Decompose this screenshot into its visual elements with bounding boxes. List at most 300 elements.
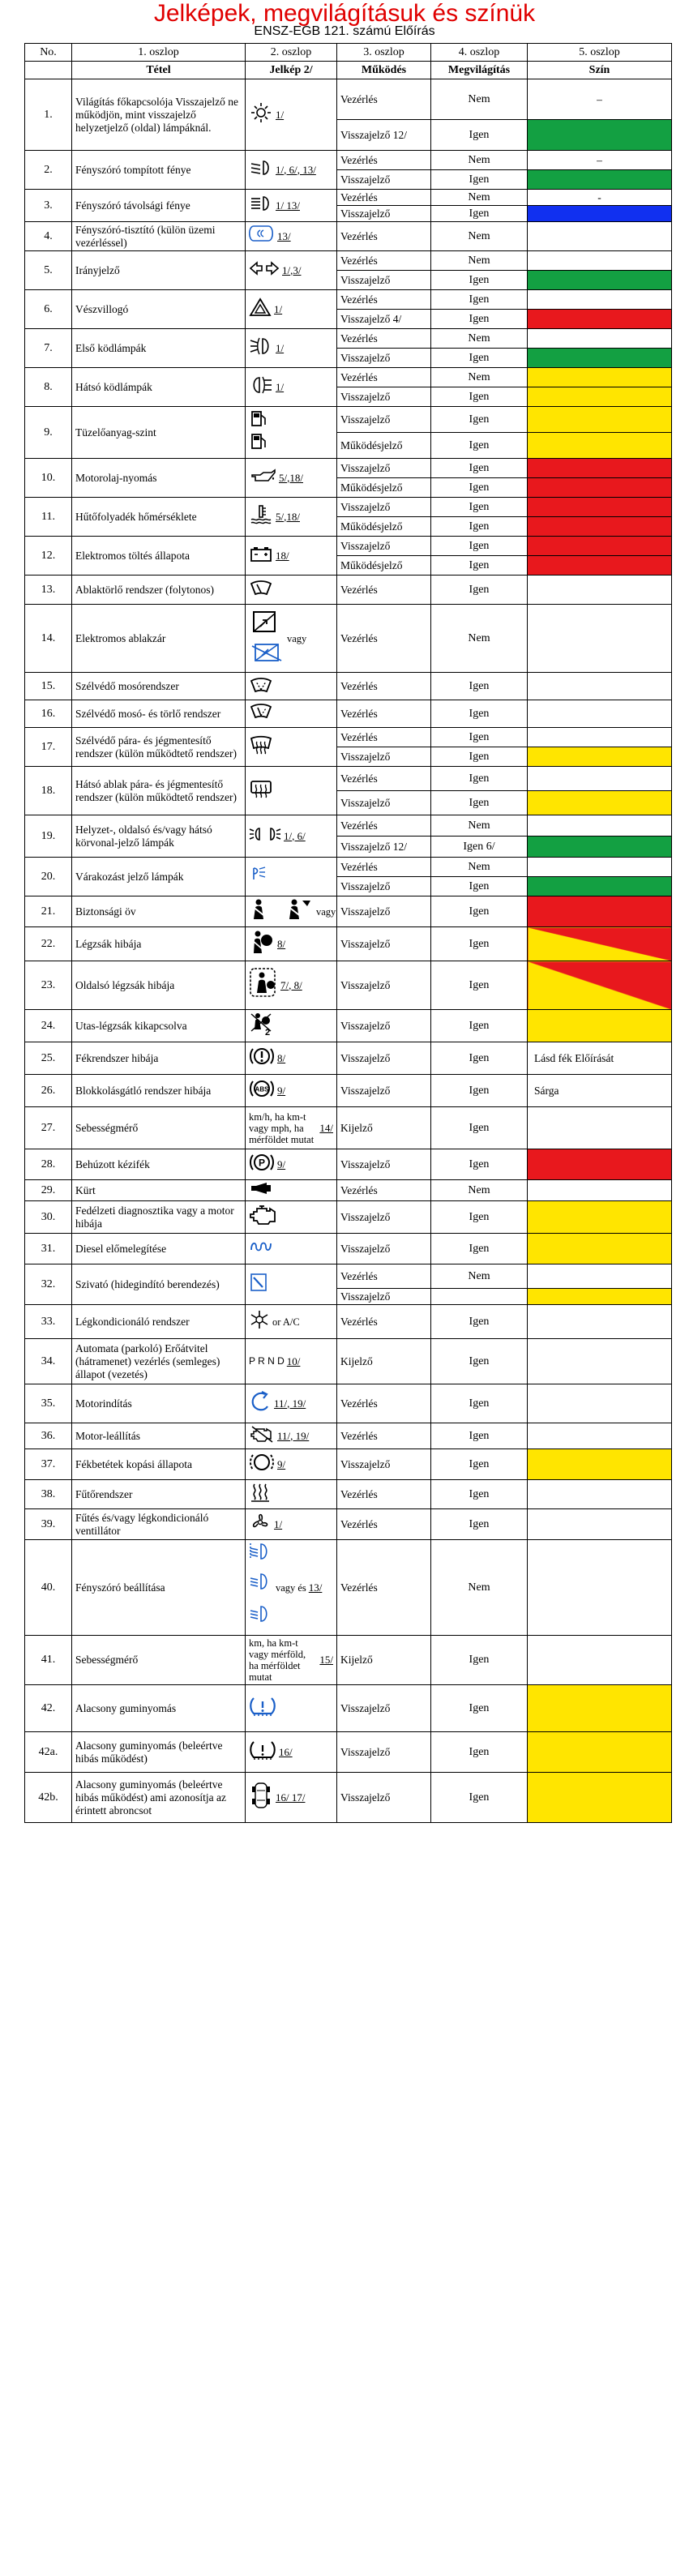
colour-text bbox=[528, 540, 541, 552]
row-number: 18. bbox=[25, 767, 72, 815]
illumination-cell: Igen bbox=[431, 498, 528, 517]
symbol-cell bbox=[246, 1075, 337, 1107]
table-row bbox=[25, 673, 672, 700]
illumination-cell: Igen bbox=[431, 1636, 528, 1685]
colour-text bbox=[528, 255, 541, 267]
parking-brake-icon bbox=[249, 1151, 275, 1178]
colour-text bbox=[528, 501, 541, 513]
symbol-content bbox=[249, 504, 333, 529]
colour-text bbox=[528, 841, 541, 853]
colour-text bbox=[528, 1184, 541, 1196]
washer-wiper-icon bbox=[249, 702, 273, 725]
item-name: Biztonsági öv bbox=[72, 896, 246, 927]
symbol-content bbox=[249, 1451, 333, 1478]
function-cell: Vezérlés bbox=[337, 222, 431, 251]
symbol-cell bbox=[246, 1305, 337, 1339]
item-name: Első ködlámpák bbox=[72, 329, 246, 368]
item-name: Szélvédő mosó- és törlő rendszer bbox=[72, 700, 246, 728]
symbol-text: vagy bbox=[287, 632, 307, 644]
symbol-text: km, ha km-t vagy mérföld, ha mérföldet mutat bbox=[249, 1637, 306, 1683]
symbol-content bbox=[249, 1111, 333, 1145]
symbol-cell bbox=[246, 815, 337, 858]
item-name: Irányjelző bbox=[72, 251, 246, 290]
row-number: 42a. bbox=[25, 1732, 72, 1773]
illumination-cell: Igen bbox=[431, 1339, 528, 1384]
colour-text bbox=[528, 293, 541, 306]
table-row bbox=[25, 1010, 672, 1042]
illumination-cell: Nem bbox=[431, 368, 528, 387]
illumination-cell: Igen bbox=[431, 673, 528, 700]
header-col1: 1. oszlop bbox=[72, 44, 246, 62]
table-row bbox=[25, 1075, 672, 1107]
item-name: Hátsó ablak pára- és jégmentesítő rendszer (külön működtető rendszer) bbox=[72, 767, 246, 815]
symbol-content bbox=[249, 825, 333, 847]
colour-cell bbox=[528, 329, 672, 349]
function-cell: Vezérlés bbox=[337, 251, 431, 271]
colour-cell bbox=[528, 206, 672, 222]
illumination-cell: Igen bbox=[431, 1384, 528, 1423]
item-name: Utas-légzsák kikapcsolva bbox=[72, 1010, 246, 1042]
symbol-cell bbox=[246, 961, 337, 1010]
symbol-cell bbox=[246, 1384, 337, 1423]
footnote-ref: 1/ bbox=[276, 341, 285, 354]
symbol-cell bbox=[246, 1180, 337, 1201]
illumination-cell: Igen bbox=[431, 896, 528, 927]
item-name: Fényszóró távolsági fénye bbox=[72, 190, 246, 222]
side-airbag-icon bbox=[249, 967, 278, 1003]
illumination-cell: Igen bbox=[431, 387, 528, 407]
colour-cell bbox=[528, 791, 672, 815]
illumination-cell: Igen bbox=[431, 478, 528, 498]
symbol-cell bbox=[246, 190, 337, 222]
colour-text bbox=[528, 819, 541, 832]
table-row bbox=[25, 290, 672, 310]
colour-text bbox=[528, 1488, 541, 1500]
symbol-cell bbox=[246, 1201, 337, 1234]
item-name: Alacsony guminyomás (beleértve hibás működést) bbox=[72, 1732, 246, 1773]
table-row bbox=[25, 1636, 672, 1685]
row-number: 28. bbox=[25, 1149, 72, 1180]
colour-cell bbox=[528, 1636, 672, 1685]
symbol-cell bbox=[246, 927, 337, 961]
colour-cell bbox=[528, 700, 672, 728]
symbol-cell bbox=[246, 576, 337, 605]
function-cell: Kijelző bbox=[337, 1339, 431, 1384]
symbol-content bbox=[249, 336, 333, 360]
illumination-cell: Nem bbox=[431, 190, 528, 206]
colour-cell bbox=[528, 747, 672, 767]
colour-text bbox=[528, 1581, 541, 1594]
table-row bbox=[25, 537, 672, 556]
illumination-cell: Igen bbox=[431, 1449, 528, 1480]
item-name: Kürt bbox=[72, 1180, 246, 1201]
illumination-cell: Igen bbox=[431, 1509, 528, 1540]
symbol-cell bbox=[246, 767, 337, 815]
glow-plug-icon bbox=[249, 1240, 273, 1257]
illumination-cell: Igen bbox=[431, 1773, 528, 1823]
symbol-cell bbox=[246, 222, 337, 251]
power-window-lock-icon bbox=[249, 610, 285, 666]
colour-cell bbox=[528, 271, 672, 290]
symbol-content bbox=[249, 1542, 333, 1633]
footnote-ref: 10/ bbox=[286, 1354, 301, 1367]
function-cell: Visszajelző bbox=[337, 1685, 431, 1732]
item-name: Blokkolásgátló rendszer hibája bbox=[72, 1075, 246, 1107]
table-row bbox=[25, 1540, 672, 1636]
function-cell: Visszajelző bbox=[337, 498, 431, 517]
colour-cell bbox=[528, 1264, 672, 1289]
colour-text bbox=[528, 1397, 541, 1410]
illumination-cell: Igen bbox=[431, 349, 528, 368]
turn-signal-icon bbox=[249, 260, 280, 280]
table-row bbox=[25, 251, 672, 271]
table-row bbox=[25, 1732, 672, 1773]
row-number: 34. bbox=[25, 1339, 72, 1384]
colour-text bbox=[528, 129, 541, 141]
row-number: 24. bbox=[25, 1010, 72, 1042]
colour-cell bbox=[528, 1180, 672, 1201]
item-name: Diesel előmelegítése bbox=[72, 1234, 246, 1264]
item-name: Helyzet-, oldalsó és/vagy hátsó körvonal-jelző lámpák bbox=[72, 815, 246, 858]
symbol-content bbox=[249, 1511, 333, 1538]
svg-text:2: 2 bbox=[265, 1028, 271, 1036]
table-row bbox=[25, 1264, 672, 1289]
illumination-cell: Igen bbox=[431, 1234, 528, 1264]
item-name: Légzsák hibája bbox=[72, 927, 246, 961]
colour-text bbox=[528, 861, 541, 873]
colour-cell bbox=[528, 290, 672, 310]
colour-cell bbox=[528, 1201, 672, 1234]
function-cell: Visszajelző bbox=[337, 927, 431, 961]
colour-text bbox=[528, 1654, 541, 1666]
table-row bbox=[25, 858, 672, 877]
symbol-content bbox=[249, 898, 336, 925]
colour-cell bbox=[528, 1107, 672, 1149]
colour-cell bbox=[528, 815, 672, 837]
function-cell: Visszajelző 12/ bbox=[337, 120, 431, 151]
colour-cell bbox=[528, 896, 672, 927]
colour-text bbox=[528, 413, 541, 426]
illumination-cell: Igen bbox=[431, 747, 528, 767]
illumination-cell: Igen bbox=[431, 728, 528, 747]
table-row bbox=[25, 1201, 672, 1234]
symbol-cell bbox=[246, 1540, 337, 1636]
symbol-cell bbox=[246, 700, 337, 728]
symbol-content bbox=[249, 929, 333, 959]
symbol-content bbox=[249, 1151, 333, 1178]
row-number: 32. bbox=[25, 1264, 72, 1305]
symbol-cell bbox=[246, 1042, 337, 1075]
symbol-content bbox=[249, 1695, 333, 1722]
colour-text bbox=[528, 520, 541, 533]
table-row bbox=[25, 700, 672, 728]
colour-text bbox=[528, 1211, 541, 1223]
colour-text bbox=[528, 938, 541, 950]
horn-icon bbox=[249, 1182, 273, 1199]
function-cell: Vezérlés bbox=[337, 700, 431, 728]
brake-lining-wear-icon bbox=[249, 1451, 275, 1478]
symbol-content bbox=[249, 409, 333, 456]
table-row bbox=[25, 151, 672, 170]
header-item: Tétel bbox=[72, 62, 246, 79]
illumination-cell: Nem bbox=[431, 151, 528, 170]
symbol-cell bbox=[246, 728, 337, 767]
illumination-cell: Nem bbox=[431, 222, 528, 251]
colour-cell bbox=[528, 120, 672, 151]
colour-cell bbox=[528, 1773, 672, 1823]
symbol-cell bbox=[246, 1149, 337, 1180]
item-name: Automata (parkoló) Erőátvitel (hátramenet) vezérlés (semleges) állapot (vezetés) bbox=[72, 1339, 246, 1384]
row-number: 20. bbox=[25, 858, 72, 896]
table-row bbox=[25, 1305, 672, 1339]
colour-text bbox=[528, 1355, 541, 1367]
function-cell: Vezérlés bbox=[337, 1423, 431, 1449]
footnote-ref: 7/, 8/ bbox=[280, 978, 302, 991]
colour-text bbox=[528, 332, 541, 344]
header-blank bbox=[25, 62, 72, 79]
table-row bbox=[25, 498, 672, 517]
illumination-cell: Igen bbox=[431, 927, 528, 961]
item-name: Hátsó ködlámpák bbox=[72, 368, 246, 407]
row-number: 13. bbox=[25, 576, 72, 605]
table-row bbox=[25, 329, 672, 349]
front-fog-lamp-icon bbox=[249, 336, 273, 360]
tyre-pressure-malfunction-icon bbox=[249, 1739, 276, 1765]
item-name: Oldalsó légzsák hibája bbox=[72, 961, 246, 1010]
footnote-ref: 1/, 6/ bbox=[284, 829, 306, 842]
illumination-cell: Igen bbox=[431, 1480, 528, 1509]
windscreen-wiper-icon bbox=[249, 579, 273, 601]
row-number: 31. bbox=[25, 1234, 72, 1264]
function-cell: Visszajelző bbox=[337, 896, 431, 927]
colour-text bbox=[528, 230, 541, 242]
colour-cell bbox=[528, 151, 672, 170]
colour-text bbox=[528, 274, 541, 286]
illumination-cell: Igen bbox=[431, 206, 528, 222]
item-name: Fedélzeti diagnosztika vagy a motor hibája bbox=[72, 1201, 246, 1234]
table-row bbox=[25, 927, 672, 961]
colour-cell bbox=[528, 927, 672, 961]
symbol-content bbox=[249, 1739, 333, 1765]
colour-text bbox=[528, 584, 541, 596]
colour-text bbox=[528, 1158, 541, 1170]
headlamp-levelling-icon bbox=[249, 1542, 273, 1633]
table-row bbox=[25, 1339, 672, 1384]
item-name: Világítás főkapcsolója Visszajelző ne működjön, mint visszajelző helyzetjelző (oldal) lámpáknál. bbox=[72, 79, 246, 151]
symbol-cell bbox=[246, 1234, 337, 1264]
symbol-content bbox=[249, 1240, 333, 1257]
colour-cell bbox=[528, 433, 672, 459]
colour-cell bbox=[528, 310, 672, 329]
symbol-content bbox=[249, 1012, 333, 1040]
symbol-cell bbox=[246, 498, 337, 537]
colour-text bbox=[528, 391, 541, 403]
position-lamps-icon bbox=[249, 825, 281, 847]
abs-icon bbox=[249, 1076, 275, 1105]
symbol-cell bbox=[246, 1339, 337, 1384]
row-number: 41. bbox=[25, 1636, 72, 1685]
colour-text bbox=[528, 439, 541, 451]
footnote-ref: 18/ bbox=[276, 549, 289, 562]
illumination-cell: Nem bbox=[431, 251, 528, 271]
table-row bbox=[25, 767, 672, 791]
symbol-text: vagy bbox=[316, 905, 336, 918]
symbol-cell bbox=[246, 290, 337, 329]
header-illumination: Megvilágítás bbox=[431, 62, 528, 79]
item-name: Alacsony guminyomás bbox=[72, 1685, 246, 1732]
colour-cell bbox=[528, 517, 672, 537]
light-switch-icon bbox=[249, 101, 273, 128]
illumination-cell: Igen bbox=[431, 537, 528, 556]
windscreen-washer-icon bbox=[249, 674, 273, 698]
function-cell: Vezérlés bbox=[337, 329, 431, 349]
illumination-cell: Nem bbox=[431, 1264, 528, 1289]
symbol-cell bbox=[246, 1423, 337, 1449]
svg-text:ABS: ABS bbox=[255, 1085, 269, 1093]
row-number: 2. bbox=[25, 151, 72, 190]
page-title: Jelképek, megvilágításuk és színük bbox=[153, 0, 536, 27]
header-col2: 2. oszlop bbox=[246, 44, 337, 62]
symbol-content bbox=[249, 1637, 333, 1683]
footnote-ref: 5/,18/ bbox=[276, 510, 300, 523]
footnote-ref: 13/ bbox=[277, 229, 291, 242]
row-number: 5. bbox=[25, 251, 72, 290]
colour-text bbox=[528, 772, 541, 785]
engine-stop-icon bbox=[249, 1425, 275, 1447]
item-name: Szivató (hidegindító berendezés) bbox=[72, 1264, 246, 1305]
illumination-cell: Igen bbox=[431, 310, 528, 329]
illumination-cell: Igen bbox=[431, 767, 528, 791]
illumination-cell: Igen bbox=[431, 1075, 528, 1107]
colour-cell bbox=[528, 1685, 672, 1732]
colour-cell bbox=[528, 1289, 672, 1305]
footnote-ref: 11/, 19/ bbox=[274, 1397, 306, 1410]
symbol-text: P R N D bbox=[249, 1355, 285, 1367]
column-titles-row bbox=[25, 62, 672, 79]
colour-text bbox=[528, 1746, 541, 1758]
illumination-cell: Igen bbox=[431, 1685, 528, 1732]
function-cell: Visszajelző bbox=[337, 1773, 431, 1823]
symbol-cell bbox=[246, 605, 337, 673]
symbol-content bbox=[249, 260, 333, 280]
colour-text bbox=[528, 1791, 541, 1804]
colour-text bbox=[528, 632, 541, 644]
function-cell: Visszajelző bbox=[337, 206, 431, 222]
symbol-cell bbox=[246, 1636, 337, 1685]
illumination-cell: Nem bbox=[431, 79, 528, 120]
function-cell: Vezérlés bbox=[337, 673, 431, 700]
row-number: 9. bbox=[25, 407, 72, 459]
function-cell: Visszajelző bbox=[337, 407, 431, 433]
table-row bbox=[25, 1042, 672, 1075]
function-cell: Működésjelző bbox=[337, 556, 431, 576]
function-cell: Vezérlés bbox=[337, 1540, 431, 1636]
item-name: Motor-leállítás bbox=[72, 1423, 246, 1449]
function-cell: Vezérlés bbox=[337, 1509, 431, 1540]
function-cell: Visszajelző bbox=[337, 1075, 431, 1107]
tyre-location-icon bbox=[249, 1781, 273, 1814]
row-number: 35. bbox=[25, 1384, 72, 1423]
footnote-ref: 1/ bbox=[274, 1517, 283, 1530]
table-row bbox=[25, 1773, 672, 1823]
colour-cell bbox=[528, 537, 672, 556]
table-row bbox=[25, 368, 672, 387]
row-number: 30. bbox=[25, 1201, 72, 1234]
row-number: 14. bbox=[25, 605, 72, 673]
item-name: Fűtés és/vagy légkondicionáló ventillátor bbox=[72, 1509, 246, 1540]
table-row bbox=[25, 407, 672, 433]
row-number: 10. bbox=[25, 459, 72, 498]
colour-text: – bbox=[597, 153, 602, 166]
colour-text bbox=[528, 1458, 541, 1470]
colour-text bbox=[528, 1122, 541, 1134]
rear-fog-lamp-icon bbox=[249, 375, 273, 399]
parking-lamps-icon bbox=[249, 866, 268, 888]
table-row bbox=[25, 1480, 672, 1509]
table-row bbox=[25, 815, 672, 837]
illumination-cell: Igen bbox=[431, 576, 528, 605]
page-subtitle: ENSZ-EGB 121. számú Előírás bbox=[254, 24, 435, 38]
symbol-content bbox=[249, 1482, 333, 1507]
symbol-content bbox=[249, 1355, 333, 1368]
colour-text bbox=[528, 481, 541, 494]
table-row bbox=[25, 1509, 672, 1540]
table-row bbox=[25, 1384, 672, 1423]
row-number: 21. bbox=[25, 896, 72, 927]
symbol-content bbox=[249, 159, 333, 181]
item-name: Motorindítás bbox=[72, 1384, 246, 1423]
colour-text bbox=[528, 1243, 541, 1255]
illumination-cell: Igen bbox=[431, 1423, 528, 1449]
illumination-cell: Igen bbox=[431, 271, 528, 290]
table-row bbox=[25, 79, 672, 120]
row-number: 8. bbox=[25, 368, 72, 407]
function-cell: Vezérlés bbox=[337, 1480, 431, 1509]
colour-cell bbox=[528, 79, 672, 120]
table-row bbox=[25, 1234, 672, 1264]
engine-start-icon bbox=[249, 1390, 272, 1417]
table-row bbox=[25, 961, 672, 1010]
colour-text bbox=[528, 979, 541, 991]
symbol-cell bbox=[246, 407, 337, 459]
function-cell: Visszajelző bbox=[337, 537, 431, 556]
symbol-content bbox=[249, 545, 333, 567]
colour-text bbox=[528, 1518, 541, 1530]
footnote-ref: 15/ bbox=[319, 1654, 333, 1666]
function-cell: Visszajelző bbox=[337, 1042, 431, 1075]
row-number: 19. bbox=[25, 815, 72, 858]
symbol-cell bbox=[246, 1480, 337, 1509]
symbol-text: vagy bbox=[276, 1581, 296, 1594]
illumination-cell: Igen bbox=[431, 290, 528, 310]
row-number: 3. bbox=[25, 190, 72, 222]
airbag-icon bbox=[249, 929, 275, 959]
function-cell: Kijelző bbox=[337, 1636, 431, 1685]
illumination-cell: Igen bbox=[431, 1010, 528, 1042]
symbol-cell bbox=[246, 858, 337, 896]
colour-text bbox=[528, 1430, 541, 1442]
colour-cell bbox=[528, 251, 672, 271]
table-row bbox=[25, 1423, 672, 1449]
symbol-content bbox=[249, 297, 333, 321]
low-tyre-pressure-icon bbox=[249, 1695, 276, 1722]
low-beam-icon bbox=[249, 159, 273, 181]
row-number: 40. bbox=[25, 1540, 72, 1636]
function-cell: Visszajelző bbox=[337, 791, 431, 815]
item-name: Tüzelőanyag-szint bbox=[72, 407, 246, 459]
symbol-text: or A/C bbox=[272, 1316, 300, 1328]
footnote-ref: 1/ 13/ bbox=[276, 199, 300, 212]
